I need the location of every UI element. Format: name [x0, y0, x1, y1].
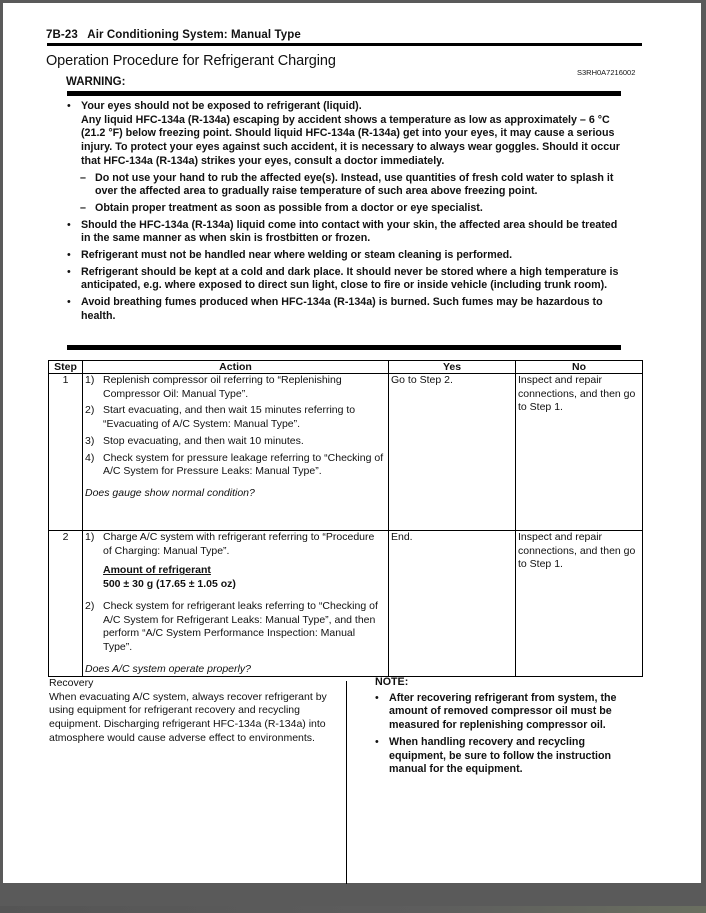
page-title: Operation Procedure for Refrigerant Charging — [46, 53, 336, 69]
warning-item-text: Any liquid HFC-134a (R-134a) escaping by accident shows a temperature as low as approximately – 6 °C (21.2 °F) below freezing point. Should liquid HFC-134a (R-134a) get into your eyes, it may cause a serious injury. To protect your eyes against such accident, it is necessary to always wear goggles. Should it occur that HFC-134a (R-134a) strikes your eyes, consult a doctor immediately. — [81, 113, 620, 167]
warning-item-text: Should the HFC-134a (R-134a) liquid come into contact with your skin, the affected area should be treated in the same manner as when skin is frostbitten or frozen. — [81, 218, 618, 245]
warning-item-text: Your eyes should not be exposed to refrigerant (liquid). — [81, 100, 362, 112]
step-question: Does gauge show normal condition? — [85, 486, 255, 499]
warning-subitem-text: Obtain proper treatment as soon as possible from a doctor or eye specialist. — [95, 201, 483, 214]
recovery-section — [49, 677, 339, 746]
action-text: Start evacuating, and then wait 15 minutes referring to “Evacuating of A/C System: Manual Type”. — [103, 404, 356, 431]
bullet-icon: • — [67, 218, 71, 231]
warning-item-text: Refrigerant must not be handled near where welding or steam cleaning is performed. — [81, 249, 513, 262]
header-rule — [47, 43, 642, 46]
note-item — [375, 692, 625, 733]
warning-item — [67, 266, 623, 293]
warning-item — [67, 249, 623, 263]
warning-item — [67, 296, 623, 323]
amount-value: 500 ± 30 g (17.65 ± 1.05 oz) — [103, 578, 236, 591]
no-cell: Inspect and repair connections, and then go to Step 1. — [516, 374, 643, 531]
action-number: 4) — [85, 451, 95, 464]
step-number: 1 — [49, 374, 83, 531]
procedure-table — [48, 360, 643, 677]
table-row — [49, 374, 643, 531]
bullet-icon: • — [67, 265, 71, 278]
step-number: 2 — [49, 531, 83, 677]
refrigerant-amount — [85, 564, 386, 591]
document-code: S3RH0A7216002 — [577, 68, 636, 77]
action-cell — [83, 374, 389, 531]
warning-item-text: Refrigerant should be kept at a cold and dark place. It should never be stored where a high temperature is anticipated, e.g. where exposed to direct sun light, close to fire or inside vehicle (including trunk room). — [81, 265, 619, 292]
viewer-bottom-strip — [0, 906, 706, 913]
chapter-title: Air Conditioning System: Manual Type — [87, 29, 301, 41]
bullet-icon: • — [375, 735, 379, 748]
action-item — [85, 600, 386, 655]
note-item — [375, 736, 625, 777]
warning-subitem — [67, 202, 623, 216]
yes-cell: End. — [389, 531, 516, 677]
action-number: 2) — [85, 599, 95, 612]
warning-subitem — [67, 172, 623, 199]
recovery-text: When evacuating A/C system, always recover refrigerant by using equipment for refrigerant recovery and recycling equipment. Discharging refrigerant HFC-134a (R-134a) into atmosphere would cause adverse effect to environments. — [49, 690, 327, 744]
warning-item — [67, 219, 623, 246]
warning-item-text: Avoid breathing fumes produced when HFC-134a (R-134a) is burned. Such fumes may be hazardous to health. — [81, 296, 603, 322]
dash-icon: – — [80, 201, 86, 214]
action-item — [85, 531, 386, 558]
action-text: Check system for refrigerant leaks referring to “Checking of A/C System for Refrigerant Leaks: Manual Type”, and then perform “A/C System Performance Inspection: Manual Type”. — [103, 599, 378, 653]
page-header — [46, 29, 301, 41]
column-header-action: Action — [83, 361, 389, 374]
bullet-icon: • — [67, 100, 71, 112]
warning-label: WARNING: — [66, 76, 126, 88]
action-item — [85, 404, 386, 431]
action-item — [85, 374, 386, 401]
warning-item — [67, 100, 623, 216]
note-item-text: When handling recovery and recycling equipment, be sure to follow the instruction manual for the equipment. — [389, 735, 612, 776]
action-text: Charge A/C system with refrigerant referring to “Procedure of Charging: Manual Type”. — [103, 531, 375, 557]
table-row — [49, 531, 643, 677]
step-question: Does A/C system operate properly? — [85, 662, 251, 675]
action-item — [85, 435, 386, 449]
column-header-yes: Yes — [389, 361, 516, 374]
action-item — [85, 452, 386, 479]
action-number: 1) — [85, 531, 95, 543]
action-text: Replenish compressor oil referring to “Replenishing Compressor Oil: Manual Type”. — [103, 374, 342, 400]
yes-cell: Go to Step 2. — [389, 374, 516, 531]
action-number: 1) — [85, 374, 95, 386]
section-number: 7B-23 — [46, 29, 78, 41]
action-number: 2) — [85, 404, 95, 417]
document-page — [3, 3, 701, 883]
action-number: 3) — [85, 434, 95, 447]
action-text: Stop evacuating, and then wait 10 minutes. — [103, 434, 304, 447]
warning-list — [67, 100, 623, 327]
warning-rule-top — [67, 91, 621, 96]
table-header-row — [49, 361, 643, 374]
column-header-no: No — [516, 361, 643, 374]
warning-subitem-text: Do not use your hand to rub the affected eye(s). Instead, use quantities of fresh cold water to splash it over the affected area to gradually raise temperature of such area above freezing point. — [95, 171, 614, 198]
amount-title: Amount of refrigerant — [103, 564, 211, 577]
note-label: NOTE: — [375, 676, 409, 688]
warning-rule-bottom — [67, 345, 621, 350]
bullet-icon: • — [67, 249, 71, 262]
bullet-icon: • — [67, 296, 71, 309]
note-item-text: After recovering refrigerant from system, the amount of removed compressor oil must be measured for replenishing compressor oil. — [389, 691, 617, 732]
recovery-title: Recovery — [49, 677, 94, 689]
action-cell — [83, 531, 389, 677]
bullet-icon: • — [375, 691, 379, 704]
column-header-step: Step — [49, 361, 83, 374]
column-divider — [346, 681, 347, 884]
dash-icon: – — [80, 171, 86, 184]
no-cell: Inspect and repair connections, and then go to Step 1. — [516, 531, 643, 677]
note-section — [375, 676, 625, 780]
action-text: Check system for pressure leakage referring to “Checking of A/C System for Pressure Leaks: Manual Type”. — [103, 451, 384, 478]
